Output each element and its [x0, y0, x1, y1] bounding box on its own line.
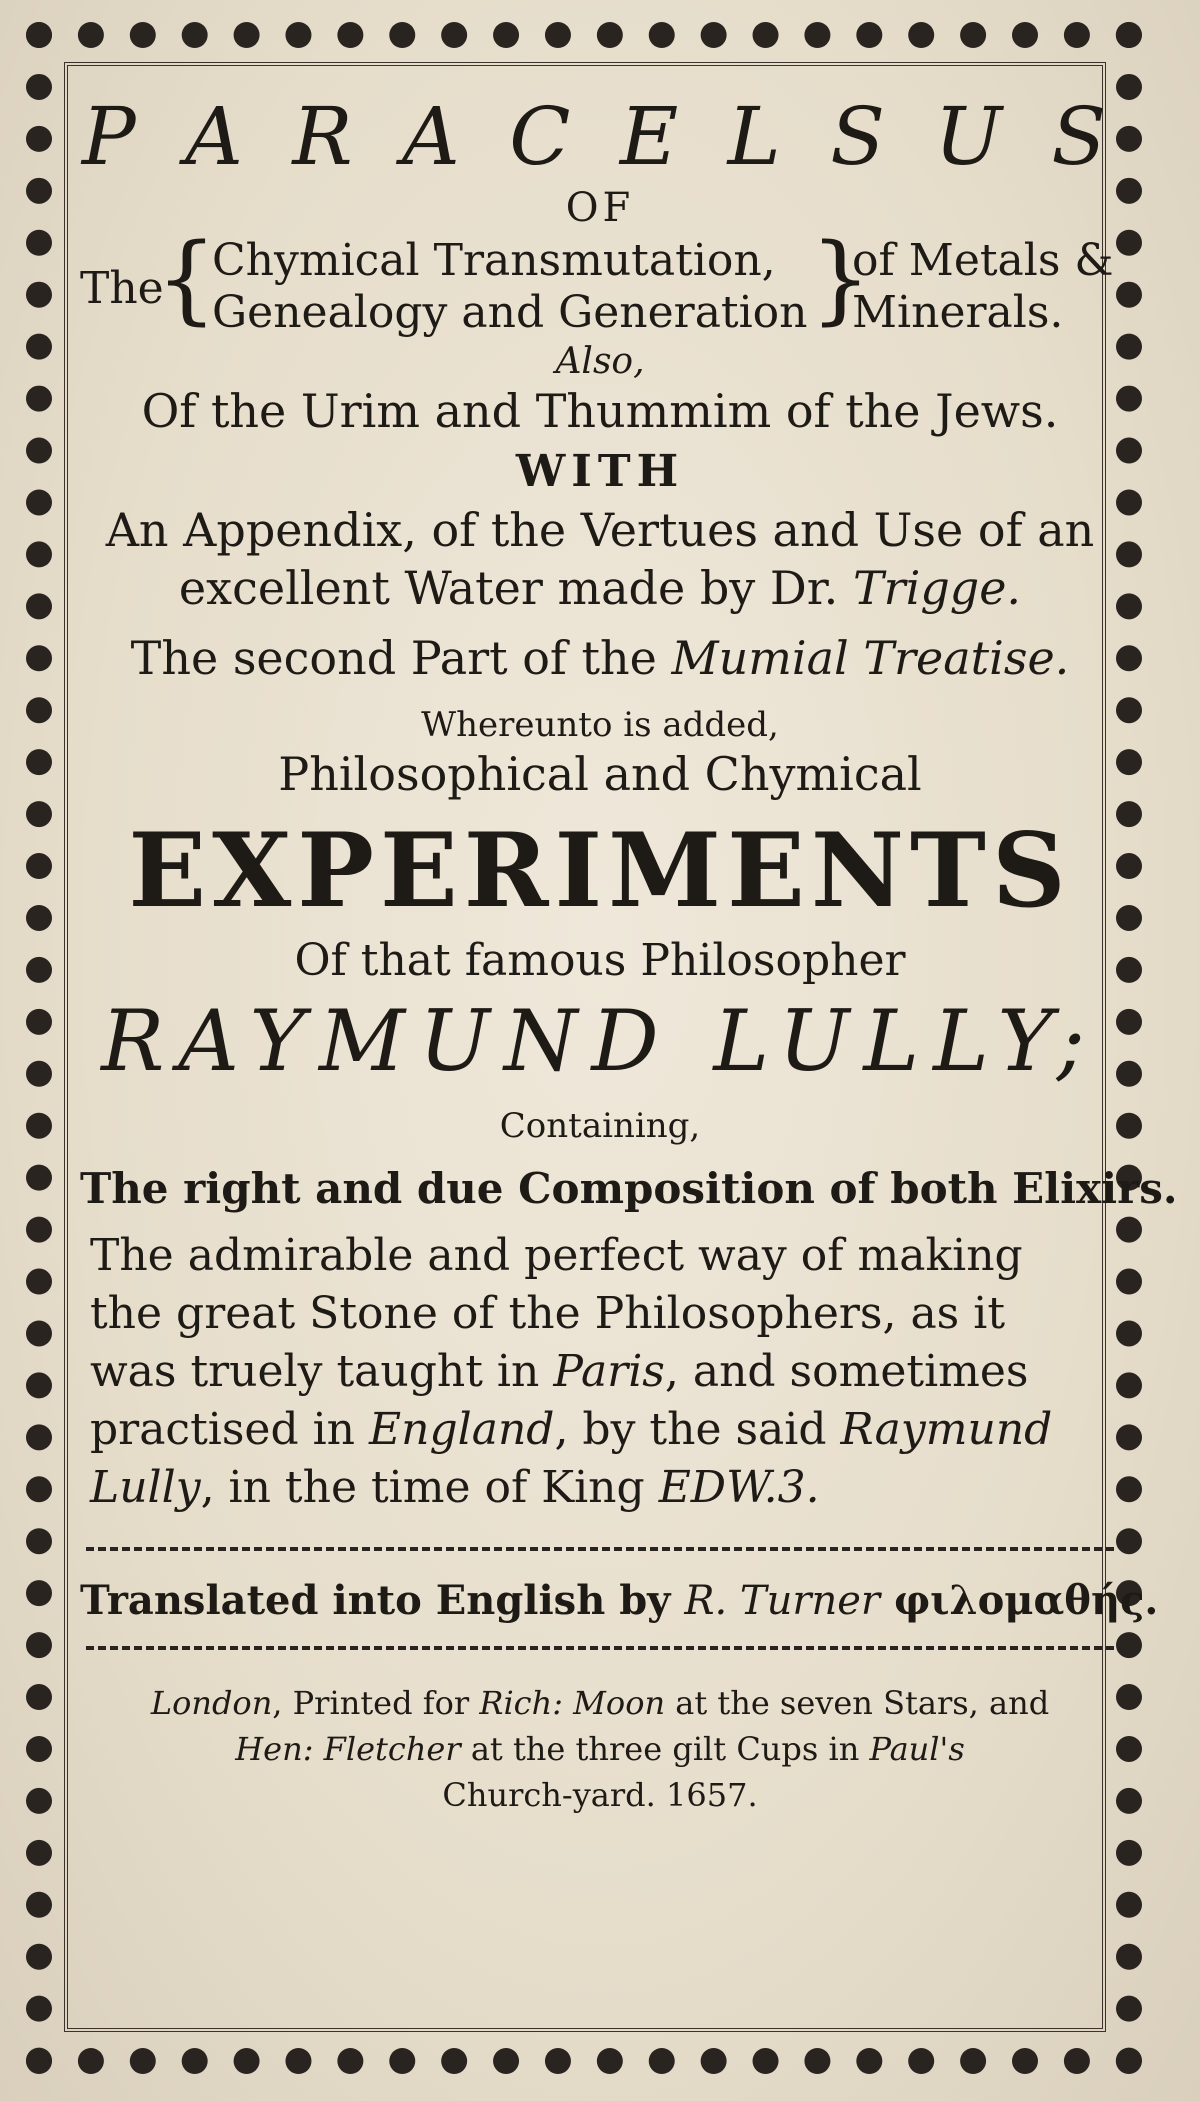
- subject-line-1: Chymical Transmutation,: [212, 235, 776, 286]
- translated-line: [80, 1577, 1159, 1624]
- pauls: Paul's: [869, 1730, 965, 1768]
- elixirs-line: The right and due Composition of both Elixirs.: [80, 1164, 1178, 1213]
- appendix-block: [80, 501, 1120, 617]
- para-line-1: The admirable and perfect way of making: [90, 1230, 1023, 1281]
- second-part-line: [80, 631, 1120, 685]
- para-line-3: [90, 1343, 1120, 1401]
- imprint-1-a: , Printed for: [272, 1684, 470, 1722]
- translator-epithet: φιλομαθής.: [893, 1577, 1159, 1624]
- translated-text: Translated into English by: [80, 1577, 671, 1624]
- para-line-5: [90, 1459, 1120, 1517]
- subject-line-2: Genealogy and Generation: [212, 287, 808, 338]
- object-line-2: Minerals.: [852, 287, 1064, 338]
- second-part-text: The second Part of the: [130, 631, 657, 685]
- whereunto-line: Whereunto is added,: [421, 705, 779, 745]
- para-line-4-a: practised in: [90, 1404, 356, 1455]
- lully-name: Lully: [90, 1462, 201, 1513]
- para-line-5-b: , in the time of King: [200, 1462, 645, 1513]
- imprint-line-3: Church-yard. 1657.: [442, 1776, 758, 1814]
- para-line-3-b: , and sometimes: [664, 1346, 1029, 1397]
- containing-line: Containing,: [499, 1106, 701, 1146]
- divider-bottom: [86, 1646, 1114, 1650]
- king-edw: EDW.3.: [658, 1462, 820, 1513]
- title-page-text: [80, 80, 1178, 1818]
- england-name: England: [369, 1404, 555, 1455]
- imprint-1-b: at the seven Stars, and: [675, 1684, 1050, 1722]
- hen-fletcher: Hen: Fletcher: [235, 1730, 461, 1768]
- subject-brace-block: [80, 223, 1120, 338]
- also-line: Also,: [555, 341, 645, 382]
- paris-name: Paris: [553, 1346, 665, 1397]
- right-brace: }: [810, 223, 872, 335]
- divider-top: [86, 1547, 1114, 1551]
- para-line-4-b: , by the said: [554, 1404, 827, 1455]
- london: London: [150, 1684, 273, 1722]
- urim-line: Of the Urim and Thummim of the Jews.: [141, 384, 1059, 438]
- appendix-line-1: An Appendix, of the Vertues and Use of an: [105, 503, 1095, 557]
- of-line: OF: [565, 185, 635, 231]
- imprint-line-2: [80, 1726, 1120, 1772]
- main-title: P A R A C E L S U S: [81, 90, 1119, 183]
- imprint-2-a: at the three gilt Cups in: [470, 1730, 860, 1768]
- para-line-3-a: was truely taught in: [90, 1346, 540, 1397]
- raymund-name: Raymund: [840, 1404, 1053, 1455]
- translator-name: R. Turner: [684, 1578, 881, 1624]
- experiments-heading: EXPERIMENTS: [128, 811, 1072, 931]
- imprint-line-1: [80, 1680, 1120, 1726]
- famous-philosopher-line: Of that famous Philosopher: [294, 935, 906, 986]
- description-paragraph: [80, 1227, 1120, 1517]
- imprint-block: [80, 1680, 1120, 1818]
- raymund-lully-heading: RAYMUND LULLY;: [101, 992, 1099, 1090]
- appendix-line-2: [80, 559, 1120, 617]
- mumial-treatise: Mumial Treatise.: [671, 631, 1070, 685]
- the-label: The: [80, 263, 164, 314]
- trigge-name: Trigge.: [852, 561, 1022, 615]
- left-brace: {: [156, 223, 218, 335]
- with-line: WITH: [515, 446, 685, 497]
- object-line-1: of Metals &: [852, 235, 1114, 286]
- para-line-2: the great Stone of the Philosophers, as it: [90, 1288, 1005, 1339]
- rich-moon: Rich: Moon: [479, 1684, 666, 1722]
- para-line-4: [90, 1401, 1120, 1459]
- philosophical-line: Philosophical and Chymical: [278, 747, 922, 801]
- appendix-line-2-text: excellent Water made by Dr.: [178, 561, 839, 615]
